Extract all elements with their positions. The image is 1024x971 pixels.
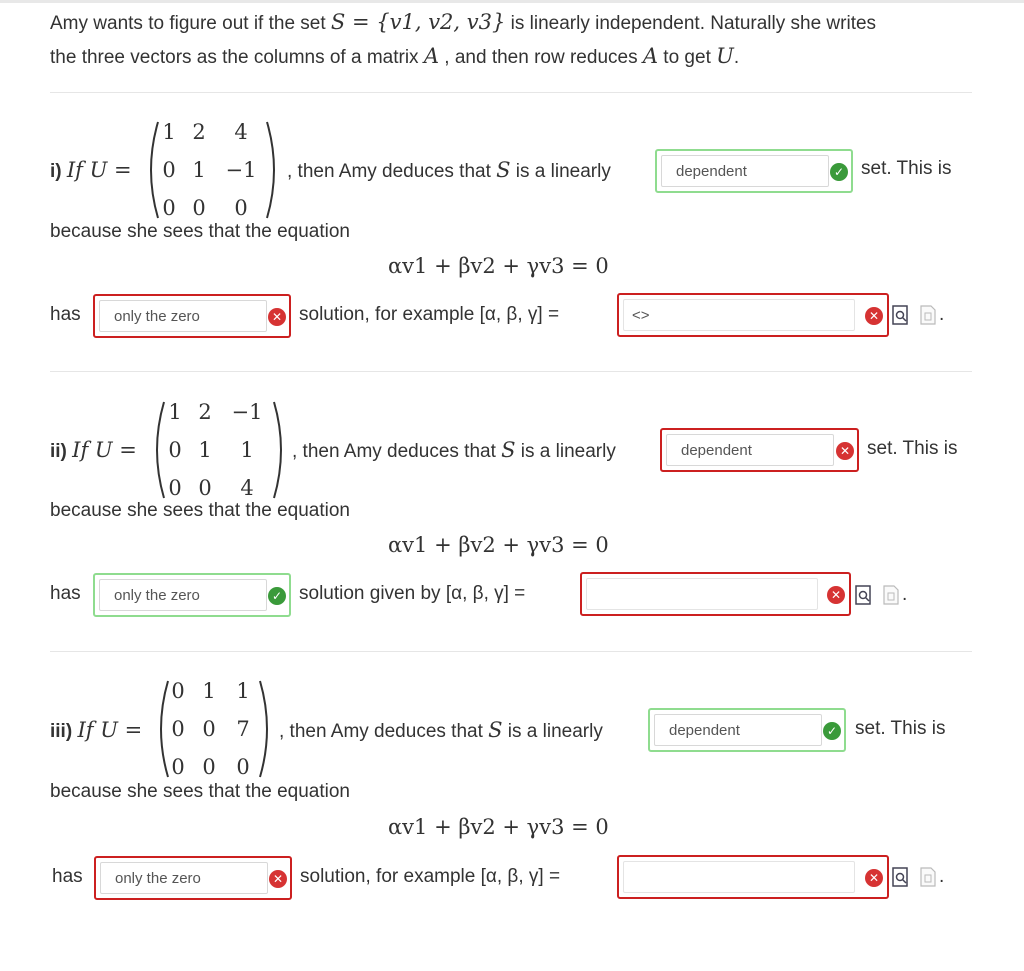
equation	[388, 254, 609, 279]
matrix-U	[140, 118, 285, 222]
S-symbol: S	[501, 438, 516, 462]
matrix-cell: 1	[192, 158, 206, 182]
equation	[388, 533, 609, 558]
intro-text: .	[733, 47, 740, 68]
help-doc-icon[interactable]	[883, 585, 899, 605]
matrix-A-symbol: A	[642, 44, 659, 68]
divider	[50, 371, 972, 372]
part-label: i)	[50, 161, 62, 182]
period: .	[939, 866, 945, 887]
dependence-select[interactable]	[660, 428, 859, 472]
matrix-cell: 2	[198, 400, 212, 424]
matrix-cell: 7	[236, 717, 250, 741]
matrix-U-symbol: U	[716, 44, 734, 68]
set-this-is-text: set. This is	[855, 718, 946, 739]
set-this-is-text: set. This is	[867, 438, 958, 459]
matrix-cell: 0	[234, 196, 248, 220]
matrix-A-symbol: A	[423, 44, 440, 68]
solution-type-value[interactable]: only the zero	[99, 300, 267, 332]
preview-doc-icon[interactable]	[892, 305, 908, 325]
solution-text: solution, for example [α, β, γ] =	[299, 304, 560, 325]
dependence-select-value[interactable]: dependent	[654, 714, 822, 746]
vector-answer-value[interactable]	[623, 861, 855, 893]
intro-line-2	[50, 40, 990, 74]
is-linearly-text: is a linearly	[515, 441, 616, 462]
matrix-cell: −1	[231, 400, 263, 424]
matrix-cell: 1	[168, 400, 182, 424]
matrix-cell: 0	[162, 158, 176, 182]
matrix-cell: 0	[198, 476, 212, 500]
matrix-cell: 0	[171, 717, 185, 741]
intro-line-1	[50, 6, 990, 40]
x-icon: ✕	[865, 869, 883, 887]
because-text: because she sees that the equation	[50, 221, 351, 242]
equation-text: αv1 + βv2 + γv3 = 0	[388, 254, 609, 278]
part-label-row	[50, 438, 137, 463]
solution-type-value[interactable]: only the zero	[100, 862, 268, 894]
dependence-select-value[interactable]: dependent	[666, 434, 834, 466]
matrix-cell: 0	[192, 196, 206, 220]
help-doc-icon[interactable]	[920, 305, 936, 325]
divider	[50, 92, 972, 93]
matrix-cell: 0	[171, 679, 185, 703]
divider	[50, 651, 972, 652]
dependence-select-value[interactable]: dependent	[661, 155, 829, 187]
preview-doc-icon[interactable]	[892, 867, 908, 887]
intro-text: is linearly independent. Naturally she writes	[505, 13, 877, 34]
matrix-U	[146, 398, 292, 502]
vector-answer-value[interactable]	[586, 578, 818, 610]
matrix-cell: 0	[168, 476, 182, 500]
vector-answer-value[interactable]: <>	[623, 299, 855, 331]
S-symbol: S	[496, 158, 511, 182]
matrix-cell: 4	[240, 476, 254, 500]
vector-answer-input[interactable]	[617, 855, 889, 899]
check-icon: ✓	[830, 163, 848, 181]
equation-text: αv1 + βv2 + γv3 = 0	[388, 815, 609, 839]
solution-type-select[interactable]	[93, 294, 291, 338]
solution-type-select[interactable]	[94, 856, 292, 900]
if-U-text: If U =	[77, 718, 143, 742]
has-text: has	[50, 304, 81, 325]
period: .	[902, 584, 908, 605]
matrix-cell: 4	[234, 120, 248, 144]
matrix-cell: 1	[198, 438, 212, 462]
period: .	[939, 304, 945, 325]
top-border	[0, 0, 1024, 3]
part-label-row	[50, 718, 142, 743]
S-symbol: S	[488, 718, 503, 742]
if-U-text: If U =	[72, 438, 137, 462]
equation-text: αv1 + βv2 + γv3 = 0	[388, 533, 609, 557]
intro-text: Amy wants to figure out if the set	[50, 13, 331, 34]
x-icon: ✕	[865, 307, 883, 325]
then-text-part: , then Amy deduces that	[292, 441, 502, 462]
part-label-row	[50, 158, 132, 183]
matrix-cell: 0	[162, 196, 176, 220]
part-label: iii)	[50, 721, 73, 742]
check-icon: ✓	[823, 722, 841, 740]
has-text: has	[50, 583, 81, 604]
solution-text: solution given by [α, β, γ] =	[299, 583, 526, 604]
preview-doc-icon[interactable]	[855, 585, 871, 605]
solution-text: solution, for example [α, β, γ] =	[300, 866, 561, 887]
intro-text: the three vectors as the columns of a matrix	[50, 47, 424, 68]
check-icon: ✓	[268, 587, 286, 605]
matrix-cell: 2	[192, 120, 206, 144]
problem-intro	[50, 6, 990, 74]
then-text-part: , then Amy deduces that	[287, 161, 497, 182]
dependence-select[interactable]	[648, 708, 846, 752]
x-icon: ✕	[269, 870, 287, 888]
has-text: has	[52, 866, 83, 887]
vector-answer-input[interactable]	[617, 293, 889, 337]
is-linearly-text: is a linearly	[502, 721, 603, 742]
help-doc-icon[interactable]	[920, 867, 936, 887]
then-text-part: , then Amy deduces that	[279, 721, 489, 742]
x-icon: ✕	[836, 442, 854, 460]
vector-answer-input[interactable]	[580, 572, 851, 616]
intro-text: , and then row reduces	[439, 47, 643, 68]
dependence-select[interactable]	[655, 149, 853, 193]
matrix-cell: 0	[236, 755, 250, 779]
equation	[388, 815, 609, 840]
matrix-cell: 0	[202, 755, 216, 779]
matrix-cell: 1	[202, 679, 216, 703]
matrix-cell: 1	[162, 120, 176, 144]
set-expression: S = {v1, v2, v3}	[330, 10, 506, 34]
then-text	[279, 718, 603, 743]
matrix-cell: 0	[168, 438, 182, 462]
x-icon: ✕	[827, 586, 845, 604]
matrix-cell: 1	[240, 438, 254, 462]
because-text: because she sees that the equation	[50, 500, 351, 521]
is-linearly-text: is a linearly	[510, 161, 611, 182]
if-U-text: If U =	[66, 158, 132, 182]
matrix-cell: 1	[236, 679, 250, 703]
solution-type-value[interactable]: only the zero	[99, 579, 267, 611]
then-text	[287, 158, 611, 183]
x-icon: ✕	[268, 308, 286, 326]
set-this-is-text: set. This is	[861, 158, 952, 179]
solution-type-select[interactable]	[93, 573, 291, 617]
matrix-U	[150, 677, 278, 781]
intro-text: to get	[658, 47, 717, 68]
part-label: ii)	[50, 441, 67, 462]
matrix-cell: −1	[225, 158, 257, 182]
because-text: because she sees that the equation	[50, 781, 351, 802]
matrix-cell: 0	[171, 755, 185, 779]
matrix-cell: 0	[202, 717, 216, 741]
then-text	[292, 438, 616, 463]
